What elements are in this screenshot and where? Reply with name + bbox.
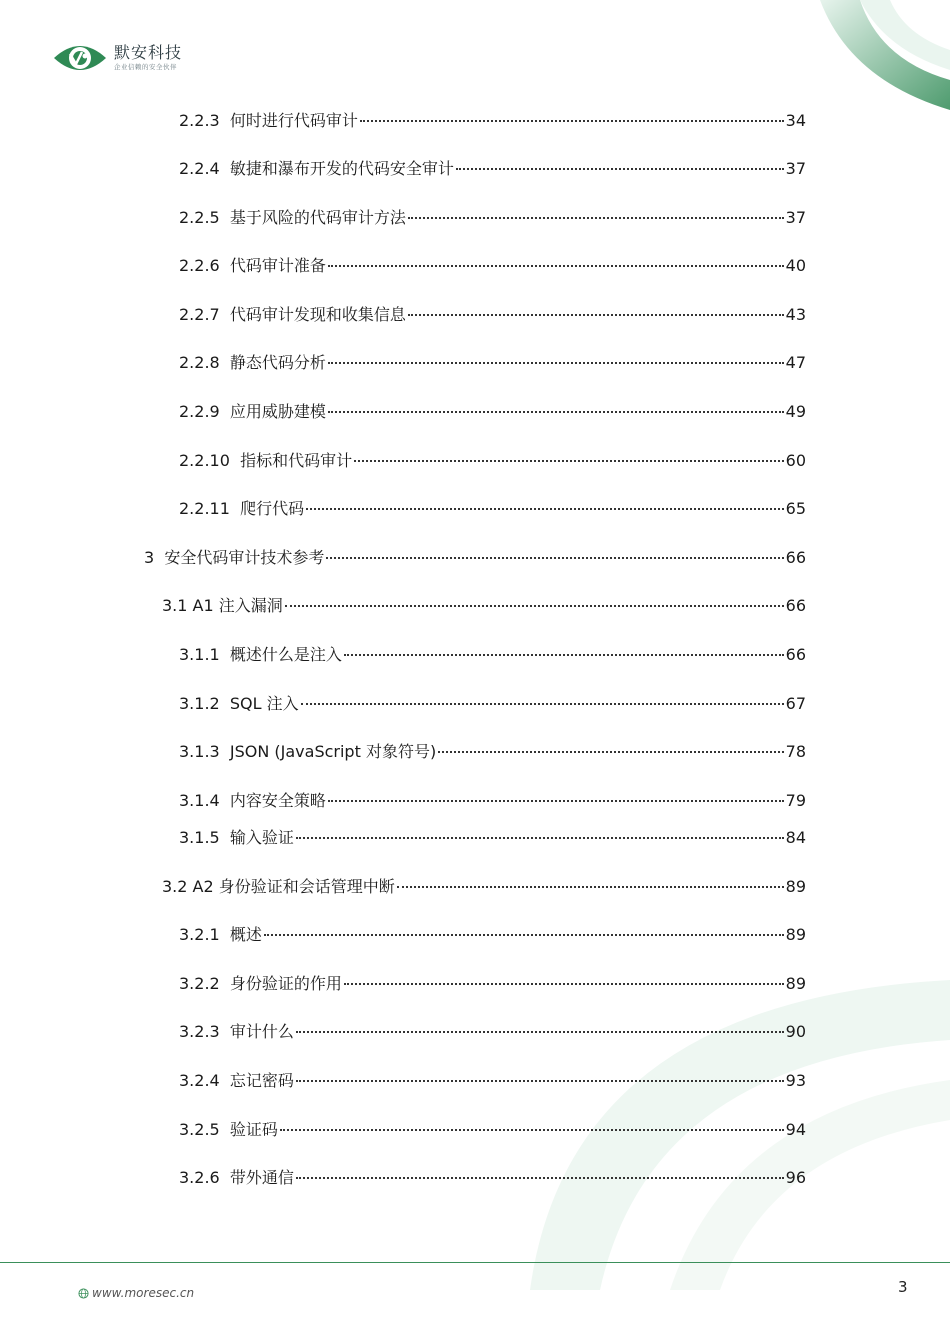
toc-entry[interactable] bbox=[179, 352, 806, 374]
toc-entry-separator bbox=[220, 693, 230, 715]
toc-entry-number: 2.2.10 bbox=[179, 451, 230, 470]
toc-entry-page: 89 bbox=[785, 925, 806, 944]
toc-entry-separator bbox=[220, 827, 230, 849]
toc-entry-separator bbox=[220, 1167, 230, 1189]
toc-entry-title: 概述 bbox=[229, 925, 262, 944]
toc-entry[interactable] bbox=[179, 973, 806, 995]
toc-entry[interactable] bbox=[162, 595, 806, 617]
toc-entry[interactable] bbox=[179, 693, 806, 715]
toc-entry-separator bbox=[220, 973, 230, 995]
toc-entry-title: 身份验证的作用 bbox=[229, 974, 342, 993]
toc-entry-number: 2.2.9 bbox=[179, 402, 220, 421]
toc-entry-separator bbox=[220, 1119, 230, 1141]
toc-entry-separator bbox=[230, 450, 240, 472]
toc-entry-title: A1 注入漏洞 bbox=[192, 596, 283, 615]
toc-leader-dots bbox=[360, 120, 784, 122]
toc-entry-title: JSON (JavaScript 对象符号) bbox=[229, 742, 437, 761]
decorative-arc-top bbox=[790, 0, 950, 120]
eye-logo-icon bbox=[52, 38, 108, 78]
toc-entry[interactable] bbox=[179, 401, 806, 423]
toc-entry-separator bbox=[220, 158, 230, 180]
toc-leader-dots bbox=[328, 265, 784, 267]
toc-entry-page: 47 bbox=[785, 353, 806, 372]
toc-entry-number: 2.2.4 bbox=[179, 159, 220, 178]
toc-entry[interactable] bbox=[179, 110, 806, 132]
toc-leader-dots bbox=[328, 411, 784, 413]
toc-entry-separator bbox=[220, 644, 230, 666]
toc-entry[interactable] bbox=[179, 1119, 806, 1141]
company-logo bbox=[52, 38, 182, 78]
toc-entry-page: 78 bbox=[785, 742, 806, 761]
toc-entry-title: 静态代码分析 bbox=[229, 353, 326, 372]
toc-entry-number: 3.1.1 bbox=[179, 645, 220, 664]
toc-entry-number: 3.1.5 bbox=[179, 828, 220, 847]
footer-website[interactable] bbox=[78, 1286, 194, 1300]
toc-leader-dots bbox=[280, 1129, 784, 1131]
toc-entry[interactable] bbox=[179, 1021, 806, 1043]
toc-entry-number: 2.2.6 bbox=[179, 256, 220, 275]
toc-entry-title: 应用威胁建模 bbox=[229, 402, 326, 421]
toc-entry-separator bbox=[220, 255, 230, 277]
toc-entry-number: 3.2.3 bbox=[179, 1022, 220, 1041]
toc-entry-separator bbox=[220, 741, 230, 763]
toc-entry-page: 43 bbox=[785, 305, 806, 324]
toc-leader-dots bbox=[408, 217, 784, 219]
toc-entry-number: 3.2.2 bbox=[179, 974, 220, 993]
toc-entry-number: 2.2.11 bbox=[179, 499, 230, 518]
toc-entry-number: 3 bbox=[144, 548, 155, 567]
toc-entry-page: 66 bbox=[785, 596, 806, 615]
toc-entry-page: 60 bbox=[785, 451, 806, 470]
toc-entry-title: SQL 注入 bbox=[229, 694, 299, 713]
toc-entry[interactable] bbox=[179, 741, 806, 763]
toc-entry-page: 49 bbox=[785, 402, 806, 421]
toc-entry-title: 输入验证 bbox=[229, 828, 294, 847]
toc-leader-dots bbox=[408, 314, 784, 316]
toc-entry-title: 带外通信 bbox=[229, 1168, 294, 1187]
toc-entry-separator bbox=[154, 547, 164, 569]
footer-url-text: www.moresec.cn bbox=[92, 1286, 195, 1300]
toc-leader-dots bbox=[306, 508, 784, 510]
toc-entry[interactable] bbox=[179, 498, 806, 520]
toc-entry-number: 2.2.3 bbox=[179, 111, 220, 130]
toc-entry[interactable] bbox=[179, 304, 806, 326]
toc-leader-dots bbox=[326, 557, 783, 559]
toc-leader-dots bbox=[397, 886, 784, 888]
toc-leader-dots bbox=[296, 1080, 784, 1082]
toc-leader-dots bbox=[296, 1031, 784, 1033]
toc-entry-page: 34 bbox=[785, 111, 806, 130]
toc-entry-title: 安全代码审计技术参考 bbox=[164, 548, 325, 567]
toc-entry-separator bbox=[220, 304, 230, 326]
toc-entry-separator bbox=[220, 1070, 230, 1092]
toc-entry-number: 3.2.4 bbox=[179, 1071, 220, 1090]
toc-entry[interactable] bbox=[162, 876, 806, 898]
toc-entry-title: A2 身份验证和会话管理中断 bbox=[192, 877, 395, 896]
globe-icon bbox=[78, 1288, 89, 1299]
toc-leader-dots bbox=[438, 751, 783, 753]
toc-entry-page: 89 bbox=[785, 877, 806, 896]
toc-entry-page: 65 bbox=[785, 499, 806, 518]
toc-entry[interactable] bbox=[179, 1070, 806, 1092]
toc-leader-dots bbox=[328, 362, 784, 364]
toc-entry[interactable] bbox=[144, 547, 806, 569]
toc-entry[interactable] bbox=[179, 158, 806, 180]
toc-entry-number: 3.2.5 bbox=[179, 1120, 220, 1139]
toc-entry-separator bbox=[220, 401, 230, 423]
toc-entry-separator bbox=[220, 352, 230, 374]
toc-entry-number: 2.2.7 bbox=[179, 305, 220, 324]
toc-entry-number: 3.1.3 bbox=[179, 742, 220, 761]
toc-entry-number: 3.1 bbox=[162, 596, 188, 615]
toc-entry-page: 89 bbox=[785, 974, 806, 993]
toc-entry-title: 验证码 bbox=[229, 1120, 278, 1139]
toc-entry-separator bbox=[220, 790, 230, 812]
toc-entry[interactable] bbox=[179, 644, 806, 666]
toc-entry-title: 敏捷和瀑布开发的代码安全审计 bbox=[229, 159, 454, 178]
logo-title: 默安科技 bbox=[114, 43, 183, 62]
toc-entry-page: 37 bbox=[785, 159, 806, 178]
toc-leader-dots bbox=[344, 983, 784, 985]
toc-entry-number: 3.1.4 bbox=[179, 791, 220, 810]
toc-leader-dots bbox=[264, 934, 784, 936]
toc-entry[interactable] bbox=[179, 207, 806, 229]
toc-entry-separator bbox=[220, 1021, 230, 1043]
toc-leader-dots bbox=[301, 703, 784, 705]
toc-entry-number: 2.2.5 bbox=[179, 208, 220, 227]
toc-entry-page: 66 bbox=[785, 548, 806, 567]
toc-entry-page: 40 bbox=[785, 256, 806, 275]
logo-subtitle: 企业信赖的安全伙伴 bbox=[114, 63, 177, 71]
toc-leader-dots bbox=[285, 605, 784, 607]
toc-entry[interactable] bbox=[179, 827, 806, 849]
page-number: 3 bbox=[898, 1278, 908, 1296]
toc-entry-separator bbox=[220, 110, 230, 132]
toc-entry-number: 3.2 bbox=[162, 877, 188, 896]
toc-entry-page: 67 bbox=[785, 694, 806, 713]
toc-entry-title: 爬行代码 bbox=[240, 499, 305, 518]
toc-entry-title: 何时进行代码审计 bbox=[229, 111, 358, 130]
toc-entry-title: 基于风险的代码审计方法 bbox=[229, 208, 406, 227]
toc-leader-dots bbox=[354, 460, 784, 462]
toc-entry-title: 忘记密码 bbox=[229, 1071, 294, 1090]
toc-entry-page: 84 bbox=[785, 828, 806, 847]
toc-entry-page: 37 bbox=[785, 208, 806, 227]
toc-entry[interactable] bbox=[179, 450, 806, 472]
toc-entry-page: 96 bbox=[785, 1168, 806, 1187]
toc-entry-page: 79 bbox=[785, 791, 806, 810]
toc-leader-dots bbox=[456, 168, 784, 170]
toc-leader-dots bbox=[296, 1177, 784, 1179]
footer-divider bbox=[0, 1262, 950, 1263]
toc-entry[interactable] bbox=[179, 790, 806, 812]
toc-leader-dots bbox=[344, 654, 784, 656]
toc-entry[interactable] bbox=[179, 255, 806, 277]
toc-leader-dots bbox=[296, 837, 784, 839]
toc-entry-page: 94 bbox=[785, 1120, 806, 1139]
toc-entry-title: 审计什么 bbox=[229, 1022, 294, 1041]
toc-entry-number: 3.2.6 bbox=[179, 1168, 220, 1187]
toc-entry[interactable] bbox=[179, 924, 806, 946]
toc-entry-number: 3.1.2 bbox=[179, 694, 220, 713]
toc-entry-title: 代码审计准备 bbox=[229, 256, 326, 275]
toc-entry-number: 3.2.1 bbox=[179, 925, 220, 944]
toc-entry-separator bbox=[220, 207, 230, 229]
toc-entry-page: 93 bbox=[785, 1071, 806, 1090]
toc-entry-page: 66 bbox=[785, 645, 806, 664]
toc-entry-separator bbox=[230, 498, 240, 520]
toc-entry-title: 概述什么是注入 bbox=[229, 645, 342, 664]
toc-entry-separator bbox=[220, 924, 230, 946]
toc-entry-number: 2.2.8 bbox=[179, 353, 220, 372]
toc-entry-title: 代码审计发现和收集信息 bbox=[229, 305, 406, 324]
toc-leader-dots bbox=[328, 800, 784, 802]
toc-entry-title: 内容安全策略 bbox=[229, 791, 326, 810]
toc-entry-page: 90 bbox=[785, 1022, 806, 1041]
toc-entry-title: 指标和代码审计 bbox=[240, 451, 353, 470]
toc-entry[interactable] bbox=[179, 1167, 806, 1189]
